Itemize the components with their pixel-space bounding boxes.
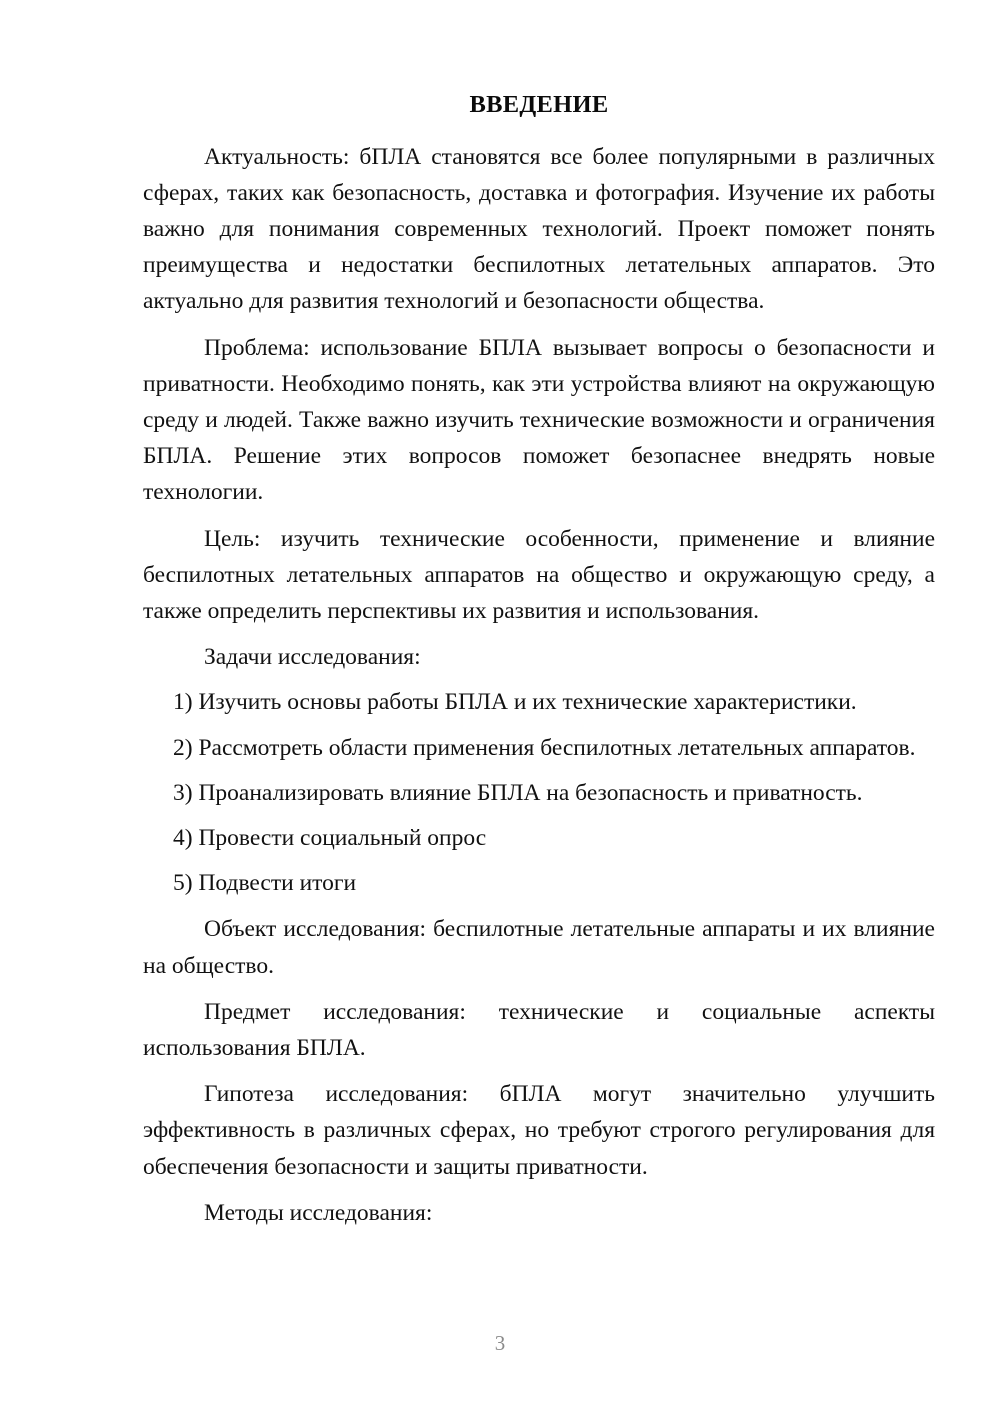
paragraph-spacer	[143, 1066, 935, 1076]
paragraph-hypothesis: Гипотеза исследования: бПЛА могут значительно улучшить эффективность в различных сферах, но требуют строгого регулирования для обеспечения безопасности и защиты приватности.	[143, 1081, 935, 1180]
page-title: ВВЕДЕНИЕ	[469, 91, 609, 118]
paragraph-spacer	[143, 511, 935, 521]
list-spacer	[143, 856, 935, 865]
paragraph-spacer	[143, 1185, 935, 1195]
paragraph-spacer	[143, 901, 935, 911]
list-spacer	[143, 811, 935, 820]
paragraph-subject: Предмет исследования: технические и социальные аспекты использования БПЛА.	[143, 998, 935, 1061]
paragraph-spacer	[143, 629, 935, 639]
heading-tasks: Задачи исследования:	[204, 644, 421, 671]
list-spacer	[143, 721, 935, 730]
paragraph-spacer	[143, 984, 935, 994]
list-item-task-4: 4) Провести социальный опрос	[173, 824, 487, 851]
paragraph-relevance: Актуальность: бПЛА становятся все более популярными в различных сферах, таких как безопасность, доставка и фотография. Изучение их работы важно для понимания современных технологий. Проект поможет понять преимущества и недостатки беспилотных летательных аппаратов. Это актуально для развития технологий и безопасности общества.	[143, 143, 935, 315]
list-item-task-5: 5) Подвести итоги	[173, 870, 357, 897]
list-spacer	[143, 675, 935, 684]
heading-methods: Методы исследования:	[204, 1199, 433, 1226]
document-body	[143, 86, 935, 1231]
paragraph-problem: Проблема: использование БПЛА вызывает вопросы о безопасности и приватности. Необходимо понять, как эти устройства влияют на окружающую среду и людей. Также важно изучить технические возможности и ограничения БПЛА. Решение этих вопросов поможет безопаснее внедрять новые технологии.	[143, 334, 935, 506]
paragraph-spacer	[143, 320, 935, 330]
paragraph-goal: Цель: изучить технические особенности, применение и влияние беспилотных летательных аппаратов на общество и окружающую среду, а также определить перспективы их развития и использования.	[143, 525, 935, 624]
list-spacer	[143, 766, 935, 775]
list-item-task-2: 2) Рассмотреть области применения беспилотных летательных аппаратов.	[173, 734, 916, 761]
title-spacer	[143, 118, 935, 139]
list-item-task-1: 1) Изучить основы работы БПЛА и их технические характеристики.	[173, 689, 857, 716]
list-item-task-3: 3) Проанализировать влияние БПЛА на безопасность и приватность.	[173, 779, 863, 806]
page-number: 3	[494, 1331, 506, 1355]
paragraph-object: Объект исследования: беспилотные летательные аппараты и их влияние на общество.	[143, 916, 935, 979]
